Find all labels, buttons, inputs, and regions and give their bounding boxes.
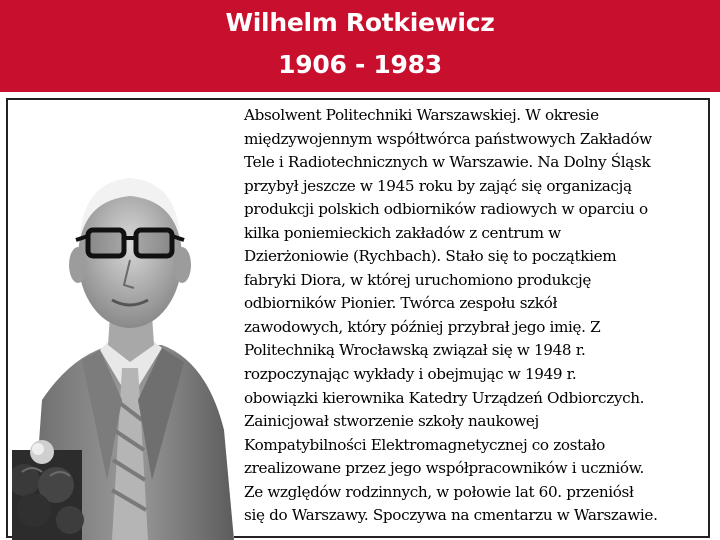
bio-line: przybył jeszcze w 1945 roku by zająć się organizacją — [244, 176, 632, 195]
bio-line: Tele i Radiotechnicznych w Warszawie. Na Dolny Śląsk — [244, 153, 651, 172]
bio-line: zrealizowane przez jego współpracowników i uczniów. — [244, 459, 645, 478]
bio-line: Kompatybilności Elektromagnetycznej co zostało — [244, 435, 605, 454]
person-name: Wilhelm Rotkiewicz — [225, 8, 495, 37]
title-banner — [0, 0, 720, 92]
bio-line: Zainicjował stworzenie szkoły naukowej — [244, 412, 539, 431]
bio-line: produkcji polskich odbiorników radiowych w oparciu o — [244, 200, 648, 219]
biography-text — [244, 104, 714, 528]
bio-line: fabryki Diora, w której uruchomiono produkcję — [244, 270, 592, 289]
bio-line: obowiązki kierownika Katedry Urządzeń Odbiorczych. — [244, 388, 645, 407]
bio-line: Dzierżoniowie (Rychbach). Stało się to początkiem — [244, 247, 617, 266]
bio-line: rozpoczynając wykłady i obejmując w 1949 r. — [244, 365, 577, 384]
bio-line: odbiorników Pionier. Twórca zespołu szkół — [244, 294, 558, 313]
life-years: 1906 - 1983 — [278, 50, 442, 79]
bio-line: zawodowych, który później przybrał jego imię. Z — [244, 317, 601, 336]
bio-line: międzywojennym współtwórca państwowych Zakładów — [244, 129, 652, 148]
bio-line: Absolwent Politechniki Warszawskiej. W okresie — [244, 106, 599, 124]
bio-line: Politechniką Wrocławską związał się w 1948 r. — [244, 341, 586, 360]
bio-line: Ze względów rodzinnych, w połowie lat 60. przeniósł — [244, 482, 634, 501]
bio-line: kilka poniemieckich zakładów z centrum w — [244, 223, 561, 242]
portrait-photo-icon — [12, 100, 234, 540]
bio-line: się do Warszawy. Spoczywa na cmentarzu w Warszawie. — [244, 506, 658, 525]
